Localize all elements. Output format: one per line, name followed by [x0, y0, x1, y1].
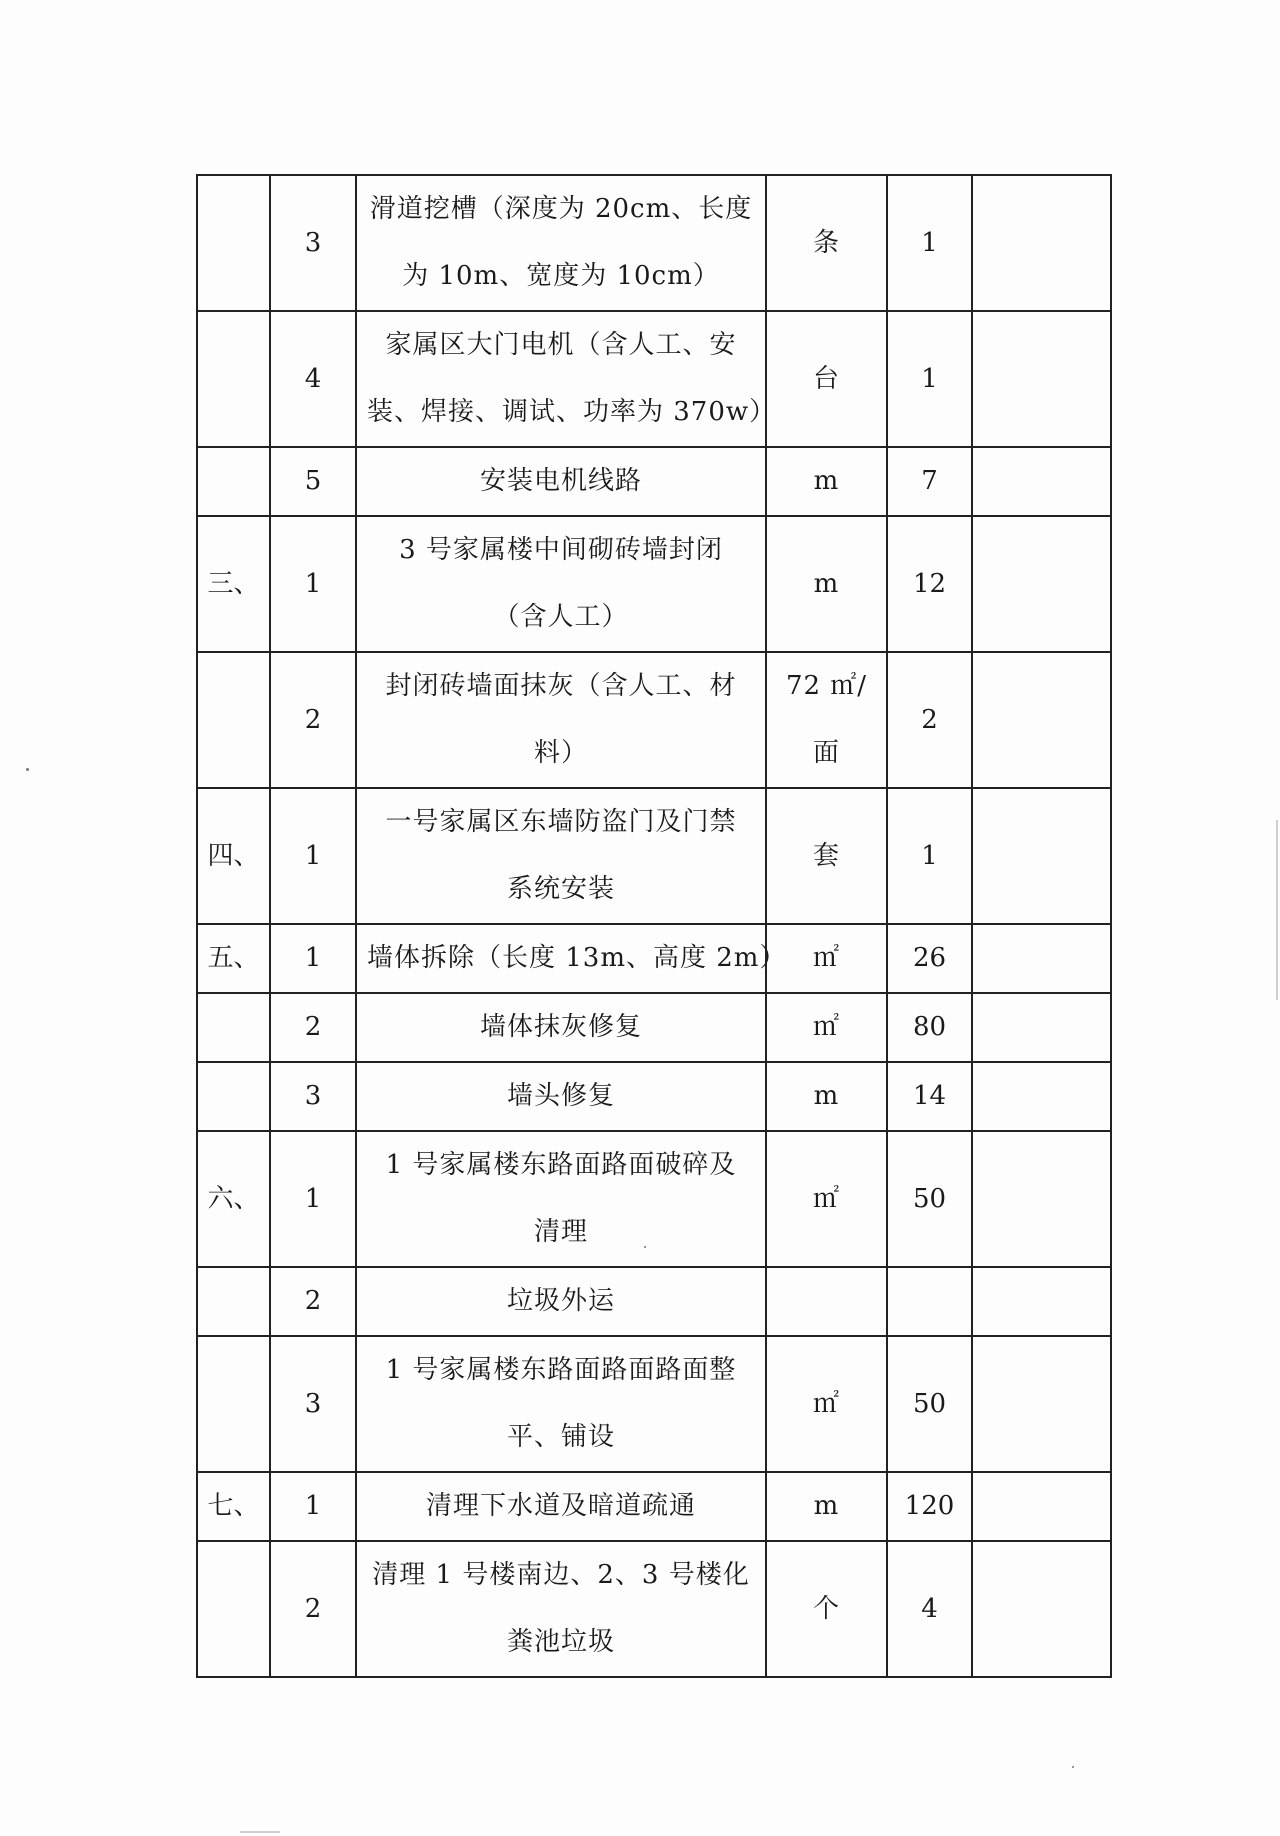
quantity-cell: 80 — [887, 993, 972, 1062]
description-cell — [356, 1541, 766, 1677]
item-number-cell: 1 — [270, 1131, 356, 1267]
note-cell — [972, 447, 1111, 516]
table-row — [197, 516, 1111, 652]
scan-speck — [644, 1246, 646, 1248]
note-cell — [972, 924, 1111, 993]
section-cell — [197, 1336, 270, 1472]
unit-line: m — [813, 1491, 840, 1521]
description-line: 清理下水道及暗道疏通 — [425, 1491, 696, 1521]
item-number-cell: 3 — [270, 1062, 356, 1131]
quantity-cell: 12 — [887, 516, 972, 652]
table-body — [197, 175, 1111, 1677]
section-cell: 七、 — [197, 1472, 270, 1541]
description-line: 家属区大门电机（含人工、安 — [385, 330, 737, 360]
table-row — [197, 175, 1111, 311]
unit-line: 台 — [812, 363, 840, 394]
unit-line: m — [813, 466, 840, 496]
description-cell — [356, 993, 766, 1062]
item-number-cell: 2 — [270, 993, 356, 1062]
description-line: 滑道挖槽（深度为 20cm、长度 — [369, 194, 753, 224]
quantity-cell: 4 — [887, 1541, 972, 1677]
description-line: 墙体拆除（长度 13m、高度 2m） — [367, 943, 787, 973]
quantity-cell: 2 — [887, 652, 972, 788]
description-cell — [356, 1131, 766, 1267]
description-line: 装、焊接、调试、功率为 370w） — [367, 397, 777, 427]
unit-line: ㎡ — [812, 1012, 840, 1042]
unit-line: 面 — [812, 738, 840, 768]
note-cell — [972, 993, 1111, 1062]
item-number-cell: 2 — [270, 652, 356, 788]
table-row — [197, 1062, 1111, 1131]
unit-cell — [766, 311, 887, 447]
description-cell — [356, 924, 787, 993]
description-cell — [356, 652, 766, 788]
unit-cell — [766, 1267, 887, 1336]
description-cell — [356, 175, 766, 311]
quantity-cell: 7 — [887, 447, 972, 516]
table-row — [197, 1267, 1111, 1336]
section-cell — [197, 1062, 270, 1131]
note-cell — [972, 1131, 1111, 1267]
unit-line: 个 — [812, 1593, 840, 1624]
description-line: 封闭砖墙面抹灰（含人工、材 — [385, 671, 737, 701]
description-line: 系统安装 — [506, 874, 615, 904]
unit-cell — [766, 175, 887, 311]
scan-speck — [1072, 1766, 1074, 1768]
note-cell — [972, 1472, 1111, 1541]
item-number-cell: 1 — [270, 1472, 356, 1541]
unit-line: ㎡ — [812, 1388, 840, 1419]
section-cell: 六、 — [197, 1131, 270, 1267]
table-row — [197, 788, 1111, 924]
description-cell — [356, 1062, 766, 1131]
note-cell — [972, 788, 1111, 924]
description-cell — [356, 516, 766, 652]
unit-line: 条 — [812, 227, 840, 258]
note-cell — [972, 516, 1111, 652]
description-line: 一号家属区东墙防盗门及门禁 — [385, 807, 737, 837]
unit-cell — [766, 1541, 887, 1677]
quantity-cell: 26 — [887, 924, 972, 993]
section-cell: 三、 — [197, 516, 270, 652]
item-number-cell: 4 — [270, 311, 356, 447]
unit-line: ㎡ — [812, 943, 840, 973]
quantity-cell: 50 — [887, 1336, 972, 1472]
quantity-cell: 1 — [887, 311, 972, 447]
quantity-cell: 50 — [887, 1131, 972, 1267]
note-cell — [972, 175, 1111, 311]
table-row — [197, 447, 1111, 516]
description-cell — [356, 1472, 766, 1541]
unit-cell — [766, 788, 887, 924]
description-line: 垃圾外运 — [506, 1286, 615, 1316]
section-cell: 五、 — [197, 924, 270, 993]
item-number-cell: 3 — [270, 1336, 356, 1472]
description-line: （含人工） — [493, 602, 629, 632]
item-number-cell: 5 — [270, 447, 356, 516]
description-line: 清理 1 号楼南边、2、3 号楼化 — [372, 1560, 750, 1590]
description-cell — [356, 1267, 766, 1336]
unit-line: 套 — [812, 840, 840, 871]
unit-cell — [766, 652, 887, 788]
table-row — [197, 993, 1111, 1062]
note-cell — [972, 311, 1111, 447]
note-cell — [972, 1267, 1111, 1336]
description-cell — [356, 1336, 766, 1472]
item-number-cell: 2 — [270, 1267, 356, 1336]
note-cell — [972, 1541, 1111, 1677]
item-number-cell: 1 — [270, 788, 356, 924]
quantity-cell: 14 — [887, 1062, 972, 1131]
unit-cell — [766, 447, 887, 516]
description-line: 3 号家属楼中间砌砖墙封闭 — [399, 535, 723, 565]
table-row — [197, 652, 1111, 788]
quantity-cell: 120 — [887, 1472, 972, 1541]
section-cell — [197, 311, 270, 447]
table-row — [197, 1541, 1111, 1677]
section-cell: 四、 — [197, 788, 270, 924]
scan-speck — [26, 768, 29, 771]
description-line: 墙体抹灰修复 — [479, 1012, 642, 1042]
description-line: 清理 — [533, 1217, 588, 1247]
item-number-cell: 1 — [270, 924, 356, 993]
description-cell — [356, 311, 777, 447]
quantity-cell: 1 — [887, 175, 972, 311]
unit-line: 72 ㎡/ — [785, 671, 868, 701]
note-cell — [972, 1336, 1111, 1472]
section-cell — [197, 447, 270, 516]
description-line: 粪池垃圾 — [506, 1627, 615, 1657]
table-row — [197, 1336, 1111, 1472]
section-cell — [197, 993, 270, 1062]
unit-cell — [766, 1131, 887, 1267]
item-number-cell: 3 — [270, 175, 356, 311]
scan-edge-mark — [1276, 820, 1278, 1000]
description-line: 1 号家属楼东路面路面破碎及 — [385, 1150, 737, 1180]
unit-cell — [766, 1336, 887, 1472]
note-cell — [972, 652, 1111, 788]
work-items-table — [196, 174, 1112, 1678]
table-row — [197, 1131, 1111, 1267]
description-line: 平、铺设 — [506, 1422, 615, 1452]
unit-cell — [766, 516, 887, 652]
item-number-cell: 1 — [270, 516, 356, 652]
unit-line: m — [813, 1081, 840, 1111]
description-line: 墙头修复 — [506, 1081, 615, 1111]
description-line: 1 号家属楼东路面路面路面整 — [385, 1355, 737, 1385]
unit-cell — [766, 1472, 887, 1541]
table-row — [197, 924, 1111, 993]
quantity-cell: 1 — [887, 788, 972, 924]
note-cell — [972, 1062, 1111, 1131]
unit-line: m — [813, 568, 840, 599]
description-line: 为 10m、宽度为 10cm） — [402, 261, 720, 291]
quantity-cell — [887, 1267, 972, 1336]
description-cell — [356, 788, 766, 924]
description-line: 料） — [533, 738, 588, 768]
unit-cell — [766, 993, 887, 1062]
section-cell — [197, 1541, 270, 1677]
description-cell — [356, 447, 766, 516]
unit-line: ㎡ — [812, 1183, 840, 1214]
table-row — [197, 311, 1111, 447]
section-cell — [197, 175, 270, 311]
item-number-cell: 2 — [270, 1541, 356, 1677]
section-cell — [197, 1267, 270, 1336]
table-row — [197, 1472, 1111, 1541]
description-line: 安装电机线路 — [479, 466, 642, 496]
unit-cell — [766, 1062, 887, 1131]
section-cell — [197, 652, 270, 788]
scan-edge-mark — [240, 1831, 280, 1833]
